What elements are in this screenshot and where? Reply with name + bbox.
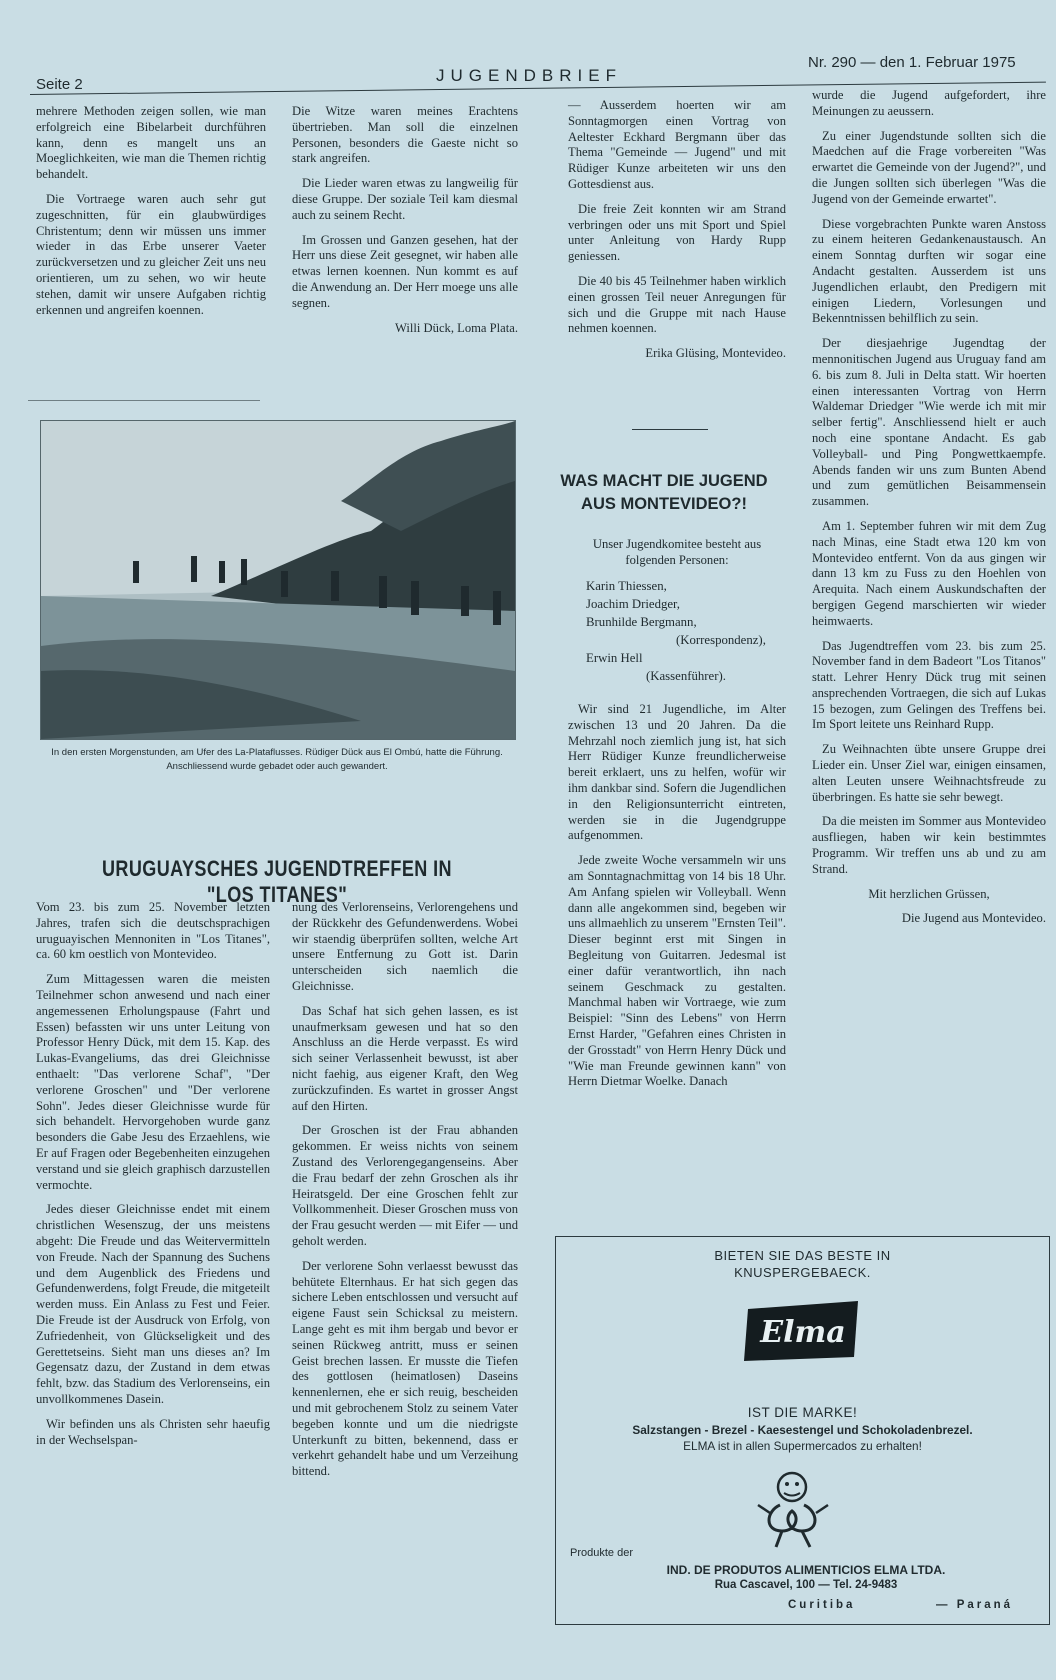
ad-headline — [556, 1247, 1049, 1281]
ad-headline-line: KNUSPERGEBAECK. — [734, 1265, 871, 1280]
column-3-top — [568, 98, 786, 371]
committee-member: Brunhilde Bergmann, — [586, 615, 697, 629]
closing: Mit herzlichen Grüssen, — [868, 886, 990, 901]
author-signature: Willi Dück, Loma Plata. — [395, 320, 518, 335]
column-2-top — [292, 104, 518, 345]
column-3-bottom — [568, 702, 786, 1099]
article-headline: URUGUAYSCHES JUGENDTREFFEN IN "LOS TITANES" — [101, 856, 453, 907]
beach-photo-image — [41, 421, 515, 739]
elma-logo-icon — [742, 1299, 864, 1363]
column-1-bottom — [36, 900, 270, 1457]
maker-address: Rua Cascavel, 100 — Tel. 24-9483 — [714, 1579, 898, 1591]
maker-name: IND. DE PRODUTOS ALIMENTICIOS ELMA LTDA. — [666, 1563, 946, 1577]
ad-products: Salzstangen - Brezel - Kaesestengel und Schokoladenbrezel. — [632, 1423, 973, 1437]
paragraph: Unser Jugendkomitee besteht aus folgenden Personen: — [592, 537, 762, 567]
pretzel-mascot-icon — [756, 1465, 830, 1551]
paragraph: Jedes dieser Gleichnisse endet mit einem christlichen Wesenszug, der uns meistens abgeht: Die Freude und das Weitervermitteln von Freude. Nach der Spannung des Suchens und dem Augenblick des Friedens und Gefundenwerdens, folgt Freude, die mitgeteilt werden muss. Ein Anlass zu Fest und Feier. Die Freude ist der Ausdruck von Erfolg, von Zufriedenheit, von Glückseligkeit und des Gerettetseins. Sieht man uns dieses an? Im Gegensatz dazu, der Zustand in dem etwas fehlt, bzw. das Stadium des Verlorenseins, ein unvollkommenes Dasein. — [36, 1202, 270, 1406]
paragraph: Zu einer Jugendstunde sollten sich die Maedchen auf die Frage vorbereiten "Was erwartet die Gemeinde von der Jugend?", und die Jungen sollten sich überlegen "Was die Jugend von der Gemeinde erwartet". — [812, 128, 1046, 206]
committee-role: (Kassenführer). — [646, 669, 726, 683]
paragraph: nung des Verlorenseins, Verlorengehens und der Rückkehr des Gefundenwerdens. Wobei wir staendig überprüfen sollten, welche Art unsere Entfernung zu Gott ist. Darin unterscheiden sich naemlich die Gleichnisse. — [292, 900, 518, 993]
beach-photo — [40, 420, 516, 740]
paragraph: Der diesjaehrige Jugendtag der mennonitischen Jugend aus Uruguay fand am 6. bis zum 8. Juli in Delta statt. Wir hoerten einen interessanten Vortrag von Herrn Waldemar Driedger "Wie werde ich mit mir selber fertig". Anschliessend hielt er auch noch eine spontane Andacht. Es gab Volleyball- und Ping Pongwettkaempfe. Abends fanden wir uns zum Bunten Abend und zum gemütlichen Beisammensein zusammen. — [812, 336, 1046, 509]
divider — [632, 429, 708, 430]
paragraph: Vom 23. bis zum 25. November letzten Jahres, trafen sich die deutschsprachigen uruguayischen Mennoniten in "Los Titanes", ca. 60 km oestlich von Montevideo. — [36, 900, 270, 962]
brand-name: Elma — [760, 1315, 846, 1350]
paragraph: Das Jugendtreffen vom 23. bis zum 25. November fand in dem Badeort "Los Titanos" statt. Lehrer Henry Dück trug mit seinen ansprechenden Vortraegen, die sich auf Lukas 15 bezogen, zum Gelingen des Treffens bei. Im Sport leitete uns Reinhard Rupp. — [812, 638, 1046, 732]
paragraph: Zum Mittagessen waren die meisten Teilnehmer schon anwesend und nach einer angemessenen Erholungspause (Fahrt und Essen) befassten wir uns unter Leitung von Professor Henry Dück, mit dem 15. Kap. des Lukas-Evangeliums, das drei Gleichnisse enthaelt: "Das verlorene Schaf", "Der verlorene Groschen" und "Der verlorene Sohn". Jedes dieser Gleichnisse wurde für sich behandelt. Hervorgehoben wurde ganz besonders die Gabe Jesu des Erzaehlens, wie Er auf Fragen oder Begebenheiten einzugehen verstand und sie gleich graphisch darzustellen vermochte. — [36, 972, 270, 1192]
ad-headline-line: BIETEN SIE DAS BESTE IN — [714, 1248, 891, 1263]
paragraph: Der Groschen ist der Frau abhanden gekommen. Er weiss nichts von seinem Zustand des Verlorengegangenseins. Aber die Frau bedarf der zehn Groschen als ihr Heiratsgeld. Der eine Groschen fehlt zur Vollkommenheit. Dieser Groschen muss von der Frau gesucht werden — mit Eifer — und geholt werden. — [292, 1123, 518, 1248]
paragraph: Im Grossen und Ganzen gesehen, hat der Herr uns diese Zeit gesegnet, wir haben alle etwas lernen koennen. Nun kommt es auf die Anwendung an. Der Herr moege uns alle segnen. — [292, 232, 518, 310]
paragraph: wurde die Jugend aufgefordert, ihre Meinungen zu aeussern. — [812, 88, 1046, 118]
ad-slogan: IST DIE MARKE! — [747, 1405, 858, 1420]
paragraph: — Ausserdem hoerten wir am Sonntagmorgen einen Vortrag von Aeltester Eckhard Bergmann über das Thema "Gemeinde — Jugend" und mit Rüdiger Kunze arbeiteten wir uns den Gottesdienst aus. — [568, 98, 786, 191]
maker-label: Produkte der — [570, 1547, 633, 1559]
elma-advertisement — [555, 1236, 1050, 1625]
committee-list — [586, 577, 766, 685]
paragraph: Wir befinden uns als Christen sehr haeufig in der Wechselspan- — [36, 1416, 270, 1447]
divider — [28, 400, 260, 401]
paragraph: Die 40 bis 45 Teilnehmer haben wirklich einen grossen Teil neuer Anregungen für sich und die Gruppe mit nach Hause nehmen koennen. — [568, 273, 786, 336]
photo-caption: In den ersten Morgenstunden, am Ufer des La-Plataflusses. Rüdiger Dück aus El Ombú, hatte die Führung. Anschliessend wurde gebadet oder auch gewandert. — [51, 747, 503, 772]
paragraph: Die freie Zeit konnten wir am Strand verbringen oder uns mit Sport und Spiel unter Anleitung von Hardy Rupp geniessen. — [568, 201, 786, 264]
maker-state: — Paraná — [936, 1599, 1014, 1611]
committee-member: Erwin Hell — [586, 651, 643, 665]
column-4 — [812, 88, 1046, 936]
paragraph: Jede zweite Woche versammeln wir uns am Sonntagnachmittag von 14 bis 18 Uhr. Am Anfang spielen wir Volleyball. Wenn dann alle angekommen sind, begeben wir uns allmaehlich zu unserem "Ernsten Teil". Dieser beginnt erst mit Singen in Begleitung von Guitarren. Jedesmal ist einer dafür verantwortlich, ihn nach seinem Geschmack zu gestalten. Manchmal haben wir Vortraege, wie zum Beispiel: "Sinn des Lebens" von Herrn Ernst Harder, "Gefahren eines Christen in der Grosstadt" von Herrn Henry Dück und "Wie man Freunde gewinnen kann" von Herrn Dietmar Woelke. Danach — [568, 853, 786, 1089]
masthead: JUGENDBRIEF — [436, 66, 622, 85]
author-signature: Erika Glüsing, Montevideo. — [645, 346, 786, 361]
committee-role: (Korrespondenz), — [676, 633, 766, 647]
column-1-top — [36, 104, 266, 327]
paragraph: Wir sind 21 Jugendliche, im Alter zwischen 13 und 20 Jahren. Da die Mehrzahl noch ziemlich jung ist, hat sich Herr Rüdiger Kunze freundlicherweise bereit erklaert, uns zu helfen, wofür wir ihm dankbar sind. Sofern die Jugendlichen in den Religionsunterricht eintreten, werden sie in die Jugendgruppe aufgenommen. — [568, 702, 786, 843]
paragraph: Diese vorgebrachten Punkte waren Anstoss zu einem heiteren Gedankenaustausch. An einem Sonntag durften wir sogar eine Andacht gestalten. Ausserdem ist uns Jugendlichen erlaubt, den Predigern mit einigen Liedern, Vorlesungen und Bekenntnissen behilflich zu sein. — [812, 216, 1046, 326]
section-heading: WAS MACHT DIE JUGEND AUS MONTEVIDEO?! — [560, 472, 768, 513]
issue-date: Nr. 290 — den 1. Februar 1975 — [808, 54, 1016, 71]
paragraph: Die Lieder waren etwas zu langweilig für diese Gruppe. Der soziale Teil kam diesmal auch zu seinem Recht. — [292, 176, 518, 222]
paragraph: Das Schaf hat sich gehen lassen, es ist unaufmerksam gewesen und hat so den Anschluss an die Herde verpasst. Es wird sich seiner Verlassenheit bewusst, ist aber nicht faehig, aus eigener Kraft, den Weg zurückzufinden. Es wartet in grosser Angst auf den Hirten. — [292, 1003, 518, 1113]
committee-member: Joachim Driedger, — [586, 597, 681, 611]
paragraph: Die Witze waren meines Erachtens übertrieben. Man soll die einzelnen Personen, besonders die Gaeste nicht so stark angreifen. — [292, 104, 518, 166]
author-signature: Die Jugend aus Montevideo. — [901, 911, 1046, 926]
page-number: Seite 2 — [36, 76, 83, 93]
maker-city: Curitiba — [788, 1599, 856, 1611]
committee-intro — [568, 537, 786, 578]
column-2-bottom — [292, 900, 518, 1489]
paragraph: Der verlorene Sohn verlaesst bewusst das behütete Elternhaus. Er hat sich gegen das sichere Leben entschlossen und versucht auf eigene Faust sein Schicksal zu meistern. Lange geht es mit ihm bergab und bevor er seinen Rückweg antritt, muss er seinen Geist brechen lassen. Er musste die Tiefen des gottlosen (heimatlosen) Daseins kennenlernen, ehe er sich reuig, bescheiden und mit gebrochenem Stolz zu seinem Vater begeben konnte und um die niedrigste Unterkunft zu bitten, bekennend, dass er verkehrt gehandelt habe und um Verzeihung bittend. — [292, 1258, 518, 1479]
ad-availability: ELMA ist in allen Supermercados zu erhalten! — [683, 1439, 922, 1453]
paragraph: Die Vortraege waren auch sehr gut zugeschnitten, für ein glaubwürdiges Christentum; denn wir müssen uns immer wieder in das Erbe unserer Vaeter zurückversetzen und zu gleicher Zeit uns neu orientieren, um zu sehen, wo wir heute stehen, damit wir unsere Aufgaben richtig erkennen und angreifen koennen. — [36, 191, 266, 317]
paragraph: Zu Weihnachten übte unsere Gruppe drei Lieder ein. Unser Ziel war, einigen einsamen, alten Leuten unsere Weihnachtsfreude zu überbringen. Es hatte sie sehr bewegt. — [812, 742, 1046, 804]
paragraph: mehrere Methoden zeigen sollen, wie man erfolgreich eine Bibelarbeit durchführen kann, denn es mangelt uns an Moeglichkeiten, wie man die Themen richtig behandelt. — [36, 104, 266, 182]
committee-member: Karin Thiessen, — [586, 579, 667, 593]
paragraph: Da die meisten im Sommer aus Montevideo ausfliegen, haben wir kein bestimmtes Programm. Wir treffen uns ab und zu am Strand. — [812, 814, 1046, 876]
paragraph: Am 1. September fuhren wir mit dem Zug nach Minas, eine Stadt etwa 120 km von Montevideo entfernt. Von da aus gingen wir dann 13 km zu Fuss zu den Hoehlen von Arequita. Nach einem Auskundschaften der bergigen Gegend marschierten wir wieder heimwaerts. — [812, 518, 1046, 628]
